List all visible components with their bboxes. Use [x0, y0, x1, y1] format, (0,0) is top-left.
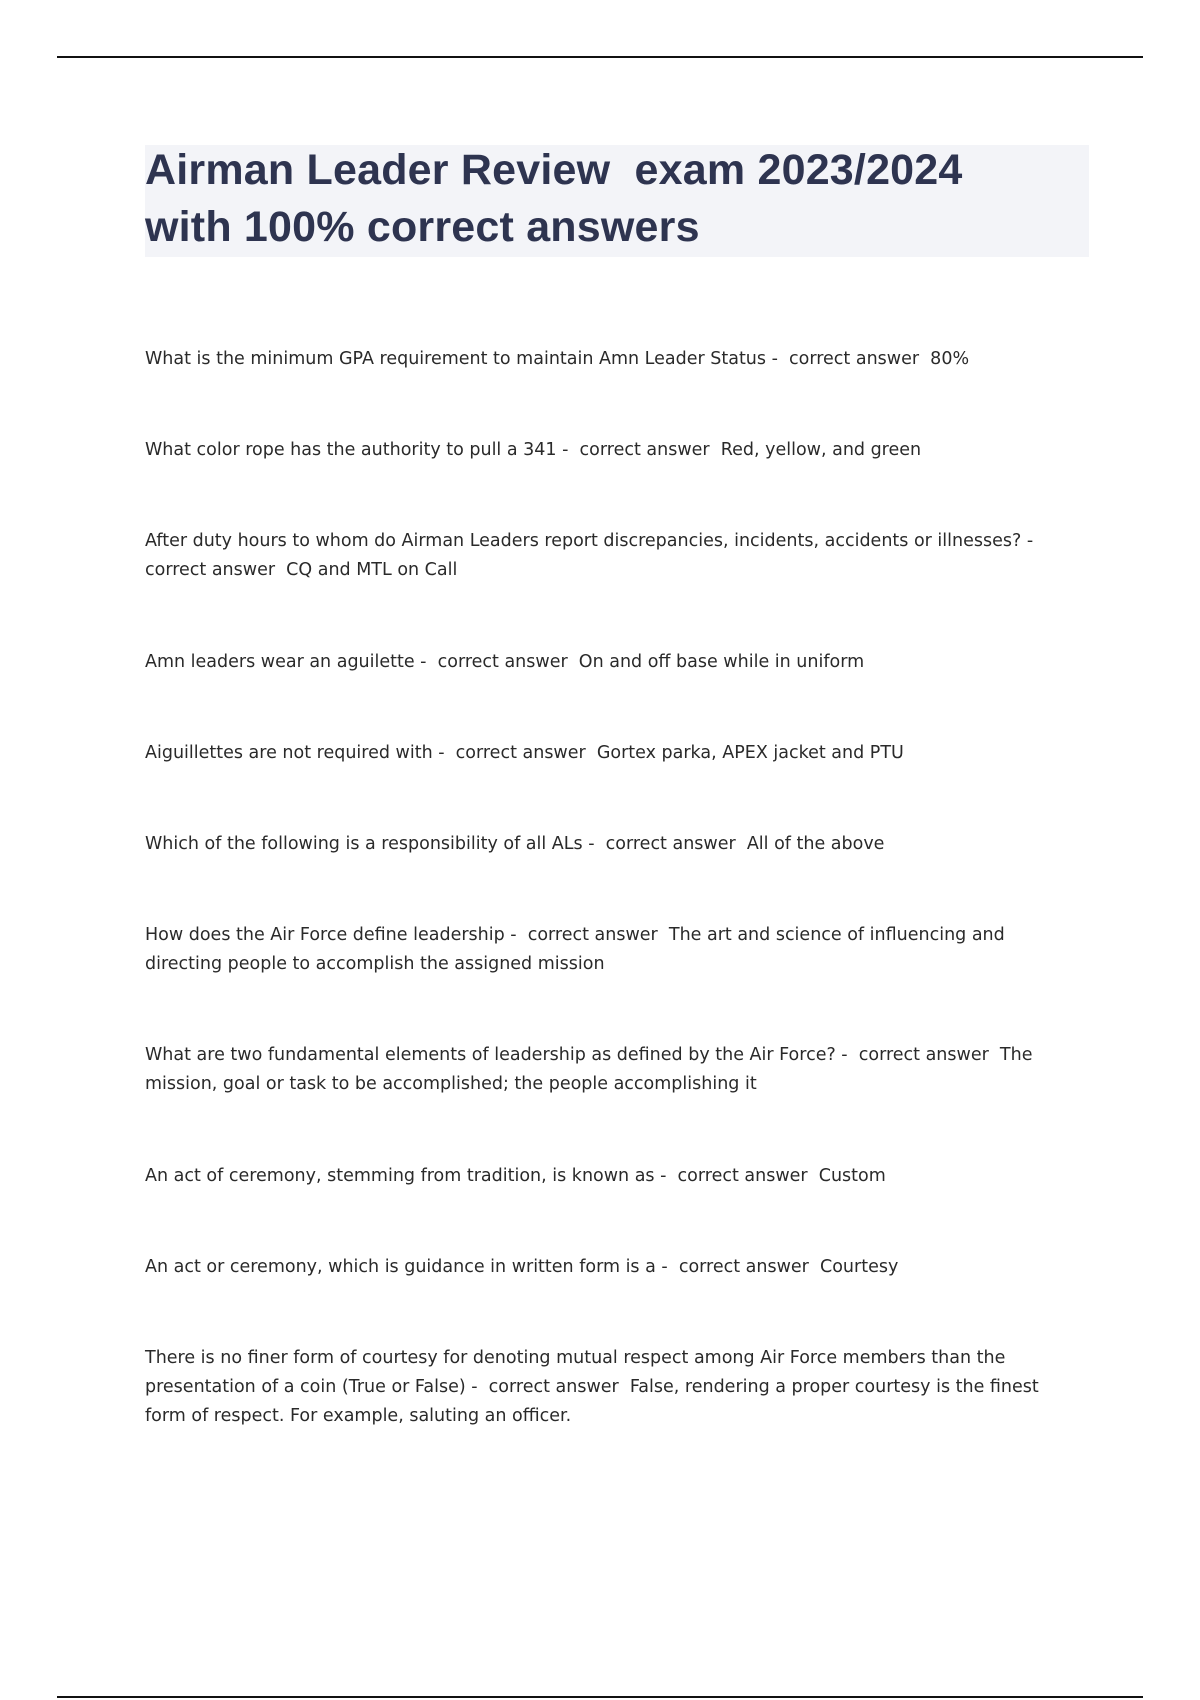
- qa-item: [145, 921, 1075, 979]
- qa-item: [145, 1162, 1075, 1191]
- qa-line: There is no finer form of courtesy for denoting mutual respect among Air Force members than the: [145, 1348, 1006, 1368]
- qa-line: How does the Air Force define leadership - correct answer The art and science of influencing and: [145, 925, 1005, 945]
- qa-item: [145, 1253, 1075, 1282]
- qa-line: mission, goal or task to be accomplished; the people accomplishing it: [145, 1074, 757, 1094]
- top-rule: [57, 56, 1143, 58]
- qa-line: An act or ceremony, which is guidance in written form is a - correct answer Courtesy: [145, 1257, 899, 1277]
- qa-item: [145, 739, 1075, 768]
- qa-line: form of respect. For example, saluting an officer.: [145, 1406, 572, 1426]
- qa-line: correct answer CQ and MTL on Call: [145, 560, 458, 580]
- qa-line: What is the minimum GPA requirement to maintain Amn Leader Status - correct answer 80%: [145, 349, 970, 369]
- qa-line: Aiguillettes are not required with - correct answer Gortex parka, APEX jacket and PTU: [145, 743, 904, 763]
- qa-item: [145, 830, 1075, 859]
- qa-item: [145, 436, 1075, 465]
- bottom-rule: [57, 1696, 1143, 1698]
- qa-line: What color rope has the authority to pull a 341 - correct answer Red, yellow, and green: [145, 440, 922, 460]
- qa-line: directing people to accomplish the assigned mission: [145, 954, 605, 974]
- qa-line: Which of the following is a responsibility of all ALs - correct answer All of the above: [145, 834, 885, 854]
- qa-line: What are two fundamental elements of leadership as defined by the Air Force? - correct answer The: [145, 1045, 1033, 1065]
- qa-item: [145, 1041, 1075, 1099]
- document-title: [145, 142, 1089, 256]
- qa-line: An act of ceremony, stemming from tradition, is known as - correct answer Custom: [145, 1166, 886, 1186]
- qa-item: [145, 1344, 1075, 1431]
- qa-item: [145, 345, 1075, 374]
- title-line: Airman Leader Review exam 2023/2024: [145, 146, 963, 194]
- qa-line: After duty hours to whom do Airman Leaders report discrepancies, incidents, accidents or illnesses? -: [145, 531, 1034, 551]
- qa-line: Amn leaders wear an aguilette - correct answer On and off base while in uniform: [145, 652, 865, 672]
- qa-line: presentation of a coin (True or False) - correct answer False, rendering a proper courtesy is the finest: [145, 1377, 1039, 1397]
- qa-item: [145, 648, 1075, 677]
- qa-item: [145, 527, 1075, 585]
- title-line: with 100% correct answers: [145, 203, 700, 251]
